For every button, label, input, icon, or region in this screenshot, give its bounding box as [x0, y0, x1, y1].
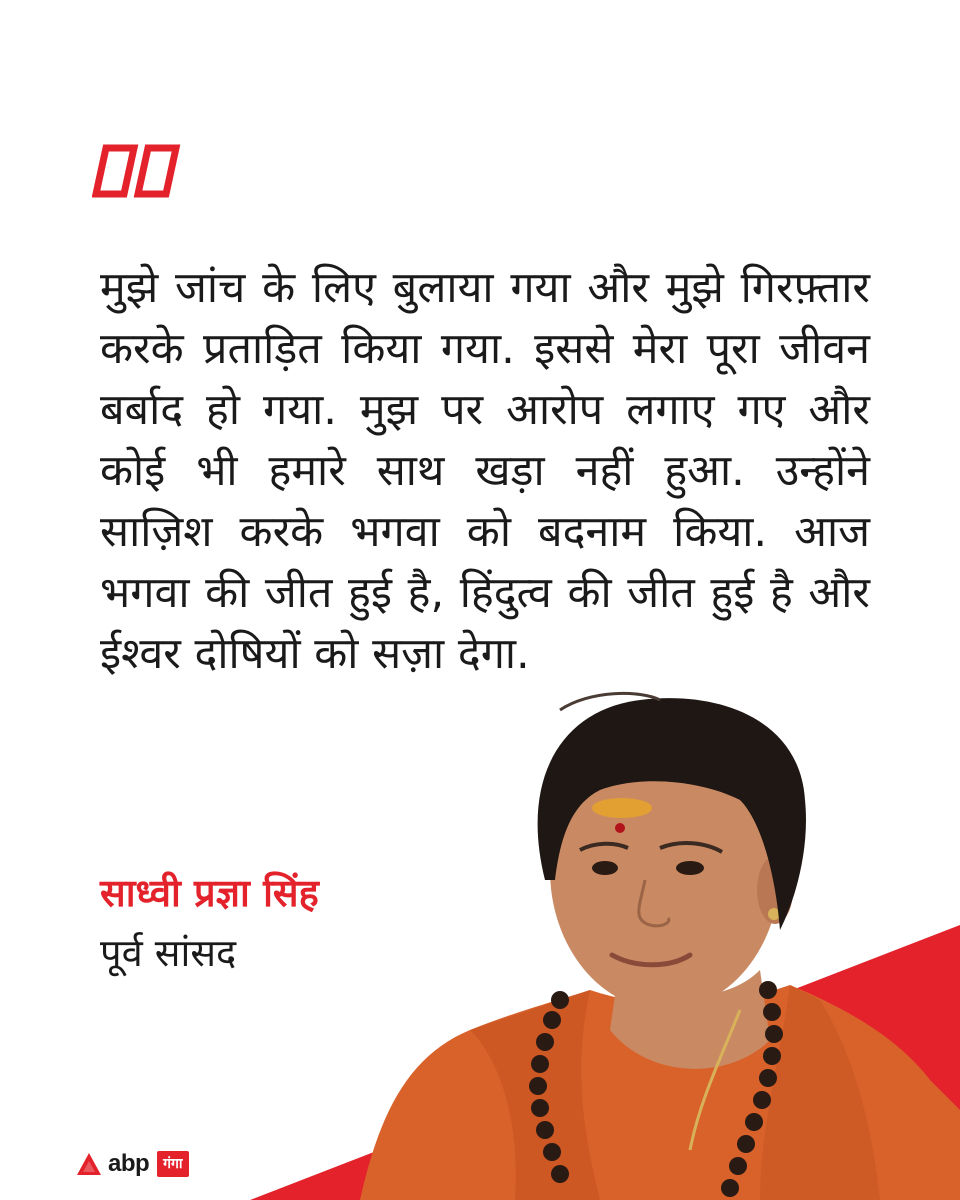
abp-ganga-logo — [76, 1146, 189, 1182]
abp-triangle-icon — [76, 1152, 102, 1176]
speaker-role: पूर्व सांसद — [100, 931, 237, 975]
brand-channel: गंगा — [157, 1151, 188, 1177]
brand-name: abp — [108, 1150, 150, 1177]
speaker-name: साध्वी प्रज्ञा सिंह — [100, 871, 319, 915]
quote-text: मुझे जांच के लिए बुलाया गया और मुझे गिरफ़्तार करके प्रताड़ित किया गया. इससे मेरा पूरा जीवन बर्बाद हो गया. मुझ पर आरोप लगाए गए और कोई भी हमारे साथ खड़ा नहीं हुआ. उन्होंने साज़िश करके भगवा को बदनाम किया. आज भगवा की जीत हुई है, हिंदुत्व की जीत हुई है और ईश्वर दोषियों को सज़ा देगा. — [100, 263, 870, 679]
